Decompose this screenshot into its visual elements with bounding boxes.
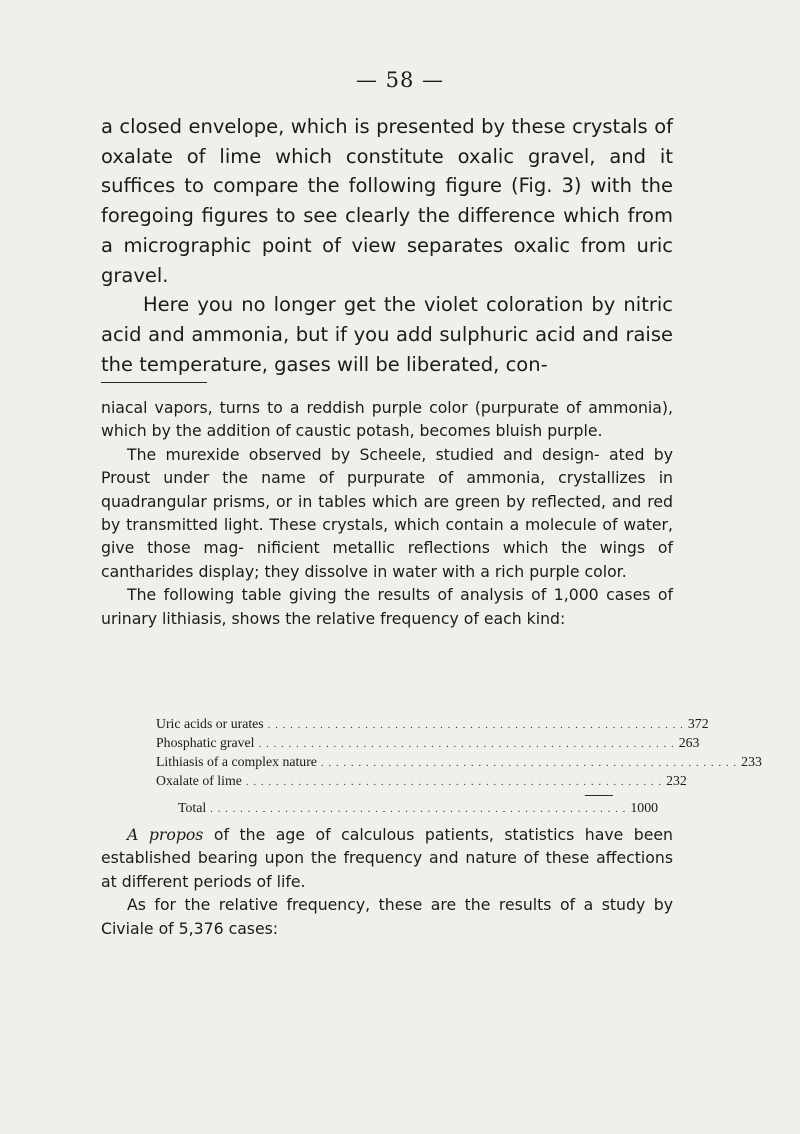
footnote-paragraph: The following table giving the results of analysis of 1,000 cases of urinary lithiasis, shows the relative frequency of each kind:: [101, 585, 673, 628]
footnote-paragraph: niacal vapors, turns to a reddish purple color (purpurate of ammonia), which by the addition of caustic potash, becomes bluish purple.: [101, 398, 673, 441]
closing-paragraph-rest: of the age of calculous patients, statistics have been established bearing upon the frequency and nature of these affections at different periods of life.: [101, 825, 674, 891]
closing-paragraph: As for the relative frequency, these are the results of a study by Civiale of 5,376 cases:: [101, 895, 673, 938]
table-total-row: [156, 800, 658, 819]
row-value: 372: [687, 716, 709, 731]
leader-dots: . . . . . . . . . . . . . . . . . . . . . . . . . . . . . . . . . . . . . . . . . . . . . . . . . . . . . . . .: [267, 719, 684, 731]
main-text: [101, 112, 673, 379]
leader-dots: . . . . . . . . . . . . . . . . . . . . . . . . . . . . . . . . . . . . . . . . . . . . . . . . . . . . . . . .: [320, 757, 738, 769]
table-row: [156, 754, 762, 773]
leader-dots: . . . . . . . . . . . . . . . . . . . . . . . . . . . . . . . . . . . . . . . . . . . . . . . . . . . . . . . .: [245, 776, 663, 788]
row-value: 232: [666, 773, 687, 788]
row-label: Phosphatic gravel: [156, 735, 255, 750]
total-value: 1000: [630, 800, 658, 815]
row-value: 233: [741, 754, 762, 769]
lithiasis-frequency-table: [156, 716, 762, 815]
footnote-paragraph: The murexide observed by Scheele, studied and design- ated by Proust under the name of purpurate of ammonia, crystallizes in quadrangular prisms, or in tables which are green by reflected, and red by transmitted light. These crystals, which contain a molecule of water, give those mag- nificient metallic reflections which the wings of cantharides display; they dissolve in water with a rich purple color.: [101, 444, 673, 581]
closing-paragraph: [101, 823, 673, 893]
table-row: [156, 773, 687, 792]
main-paragraph: a closed envelope, which is presented by these crystals of oxalate of lime which constitute oxalic gravel, and it suffices to compare the following figure (Fig. 3) with the foregoing figures to see clearly the difference which from a micrographic point of view separates oxalic from uric gravel.: [101, 115, 673, 287]
sum-rule: [585, 795, 613, 796]
row-label: Uric acids or urates: [156, 716, 264, 731]
closing-text: [101, 823, 673, 940]
table-row: [156, 716, 709, 735]
row-value: 263: [678, 735, 700, 750]
footnote-rule: [101, 382, 207, 383]
page-number: — 58 —: [355, 68, 445, 92]
row-label: Oxalate of lime: [156, 773, 242, 788]
row-label: Lithiasis of a complex nature: [156, 754, 317, 769]
leader-dots: . . . . . . . . . . . . . . . . . . . . . . . . . . . . . . . . . . . . . . . . . . . . . . . . . . . . . . . .: [210, 803, 627, 815]
table-row: [156, 735, 700, 754]
total-label: Total: [178, 800, 207, 815]
footnote: [101, 396, 673, 630]
leader-dots: . . . . . . . . . . . . . . . . . . . . . . . . . . . . . . . . . . . . . . . . . . . . . . . . . . . . . . . .: [258, 738, 675, 750]
italic-lead: A propos: [127, 825, 204, 844]
main-paragraph: Here you no longer get the violet coloration by nitric acid and ammonia, but if you add sulphuric acid and raise the temperature, gases will be liberated, con-: [101, 293, 673, 376]
